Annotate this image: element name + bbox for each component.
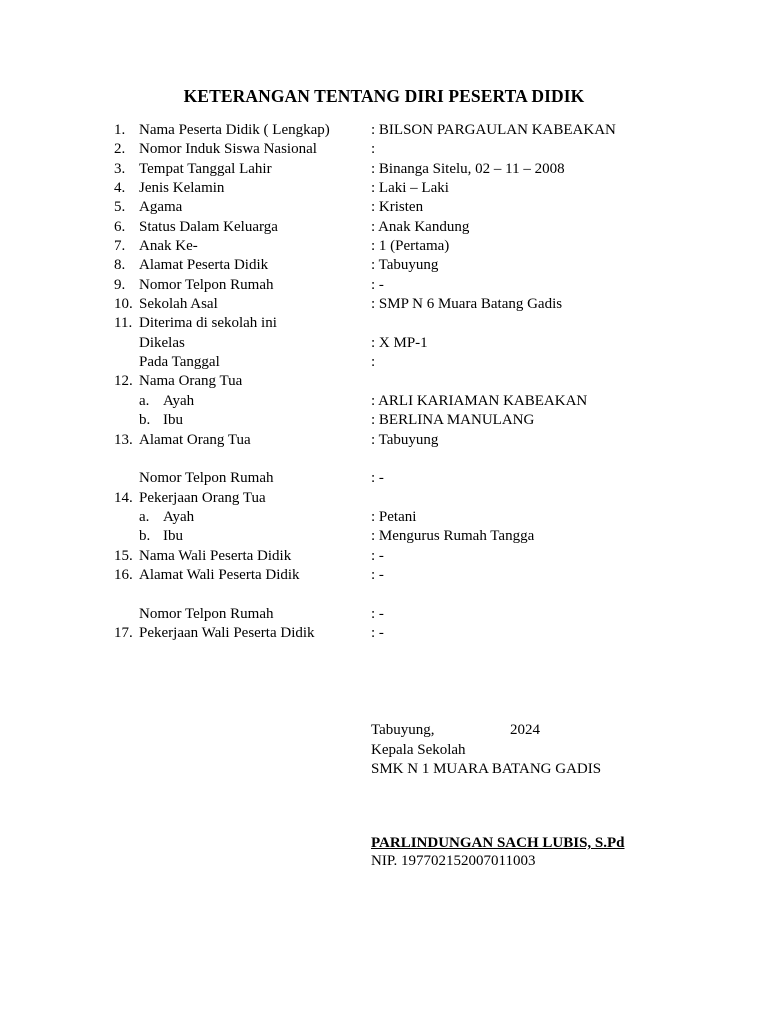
info-row [0,469,768,488]
row-value: : - [371,566,384,583]
info-row [0,295,768,314]
row-number: 3. [114,160,126,177]
row-label: Nama Peserta Didik ( Lengkap) [139,122,330,138]
row-value: : Binanga Sitelu, 02 – 11 – 2008 [371,160,565,177]
student-info-list [0,121,768,643]
row-sub-letter: a. [139,508,150,525]
row-sub-letter: b. [139,528,151,545]
row-number: 7. [114,238,126,255]
info-row [0,334,768,353]
row-label: Pekerjaan Wali Peserta Didik [139,624,315,641]
row-value: : Petani [371,508,417,525]
info-row [0,566,768,585]
row-number: 15. [114,547,133,564]
row-label: Ayah [163,392,195,409]
row-value: : 1 (Pertama) [371,238,450,255]
row-sub-letter: b. [139,412,151,429]
row-number: 9. [114,276,126,293]
row-label: Nomor Telpon Rumah [139,470,274,487]
info-row [0,392,768,411]
signer-nip: NIP. 197702152007011003 [371,853,536,869]
row-label: Agama [139,199,183,216]
signature-place: Tabuyung, [371,722,435,738]
row-number: 1. [114,122,126,138]
info-row [0,489,768,508]
info-row [0,624,768,643]
info-row [0,237,768,256]
row-value: : X MP-1 [371,334,428,351]
signature-position: Kepala Sekolah [371,741,466,758]
info-row [0,218,768,237]
row-number: 10. [114,296,133,313]
row-value: : SMP N 6 Muara Batang Gadis [371,296,563,313]
info-row [0,140,768,159]
info-row [0,353,768,372]
row-label: Diterima di sekolah ini [139,315,277,332]
signature-year: 2024 [510,722,540,738]
signer-name: PARLINDUNGAN SACH LUBIS, S.Pd [371,835,625,851]
row-value: : BERLINA MANULANG [371,412,535,429]
row-label: Nama Wali Peserta Didik [139,547,292,564]
row-number: 14. [114,489,133,506]
info-row [0,160,768,179]
row-value: : - [371,605,384,622]
row-value: : Mengurus Rumah Tangga [371,528,535,545]
blank-row [0,585,768,604]
row-label: Status Dalam Keluarga [139,218,278,235]
row-label: Anak Ke- [139,238,198,255]
row-number: 4. [114,180,126,197]
row-value: : [371,354,376,371]
info-row [0,527,768,546]
signature-school: SMK N 1 MUARA BATANG GADIS [371,761,602,777]
row-value: : - [371,547,384,564]
blank-row [0,450,768,469]
row-value: : Tabuyung [371,431,439,448]
row-value: : - [371,276,384,293]
info-row [0,276,768,295]
signature-block [371,721,601,780]
row-label: Pada Tanggal [139,354,220,371]
row-value: : Anak Kandung [371,218,470,235]
row-value: : [371,141,376,158]
row-label: Nama Orang Tua [139,373,243,390]
row-number: 8. [114,257,126,274]
row-label: Ibu [163,528,183,545]
info-row [0,314,768,333]
info-row [0,605,768,624]
row-value: : ARLI KARIAMAN KABEAKAN [371,392,588,409]
row-label: Alamat Wali Peserta Didik [139,566,300,583]
row-value: : Kristen [371,199,424,216]
row-value: : - [371,624,384,641]
row-label: Alamat Orang Tua [139,431,251,448]
info-row [0,411,768,430]
info-row [0,198,768,217]
info-row [0,547,768,566]
info-row [0,431,768,450]
info-row [0,372,768,391]
row-number: 17. [114,624,133,641]
info-row [0,121,768,140]
document-title: KETERANGAN TENTANG DIRI PESERTA DIDIK [183,86,585,106]
row-value: : - [371,470,384,487]
row-label: Pekerjaan Orang Tua [139,489,266,506]
row-label: Nomor Telpon Rumah [139,605,274,622]
row-number: 16. [114,566,133,583]
info-row [0,508,768,527]
row-number: 11. [114,315,133,332]
row-value: : Tabuyung [371,257,439,274]
row-number: 12. [114,373,133,390]
row-label: Tempat Tanggal Lahir [139,160,272,177]
row-label: Jenis Kelamin [139,180,225,197]
row-label: Nomor Telpon Rumah [139,276,274,293]
row-number: 5. [114,199,126,216]
info-row [0,256,768,275]
row-label: Alamat Peserta Didik [139,257,269,274]
row-value: : BILSON PARGAULAN KABEAKAN [371,122,616,138]
row-number: 13. [114,431,133,448]
row-label: Nomor Induk Siswa Nasional [139,141,317,158]
row-number: 6. [114,218,126,235]
row-value: : Laki – Laki [371,180,449,197]
row-label: Ayah [163,508,195,525]
row-label: Dikelas [139,334,185,351]
row-label: Sekolah Asal [139,296,218,313]
row-label: Ibu [163,412,183,429]
info-row [0,179,768,198]
row-sub-letter: a. [139,392,150,409]
row-number: 2. [114,141,126,158]
signer-block [371,834,625,870]
